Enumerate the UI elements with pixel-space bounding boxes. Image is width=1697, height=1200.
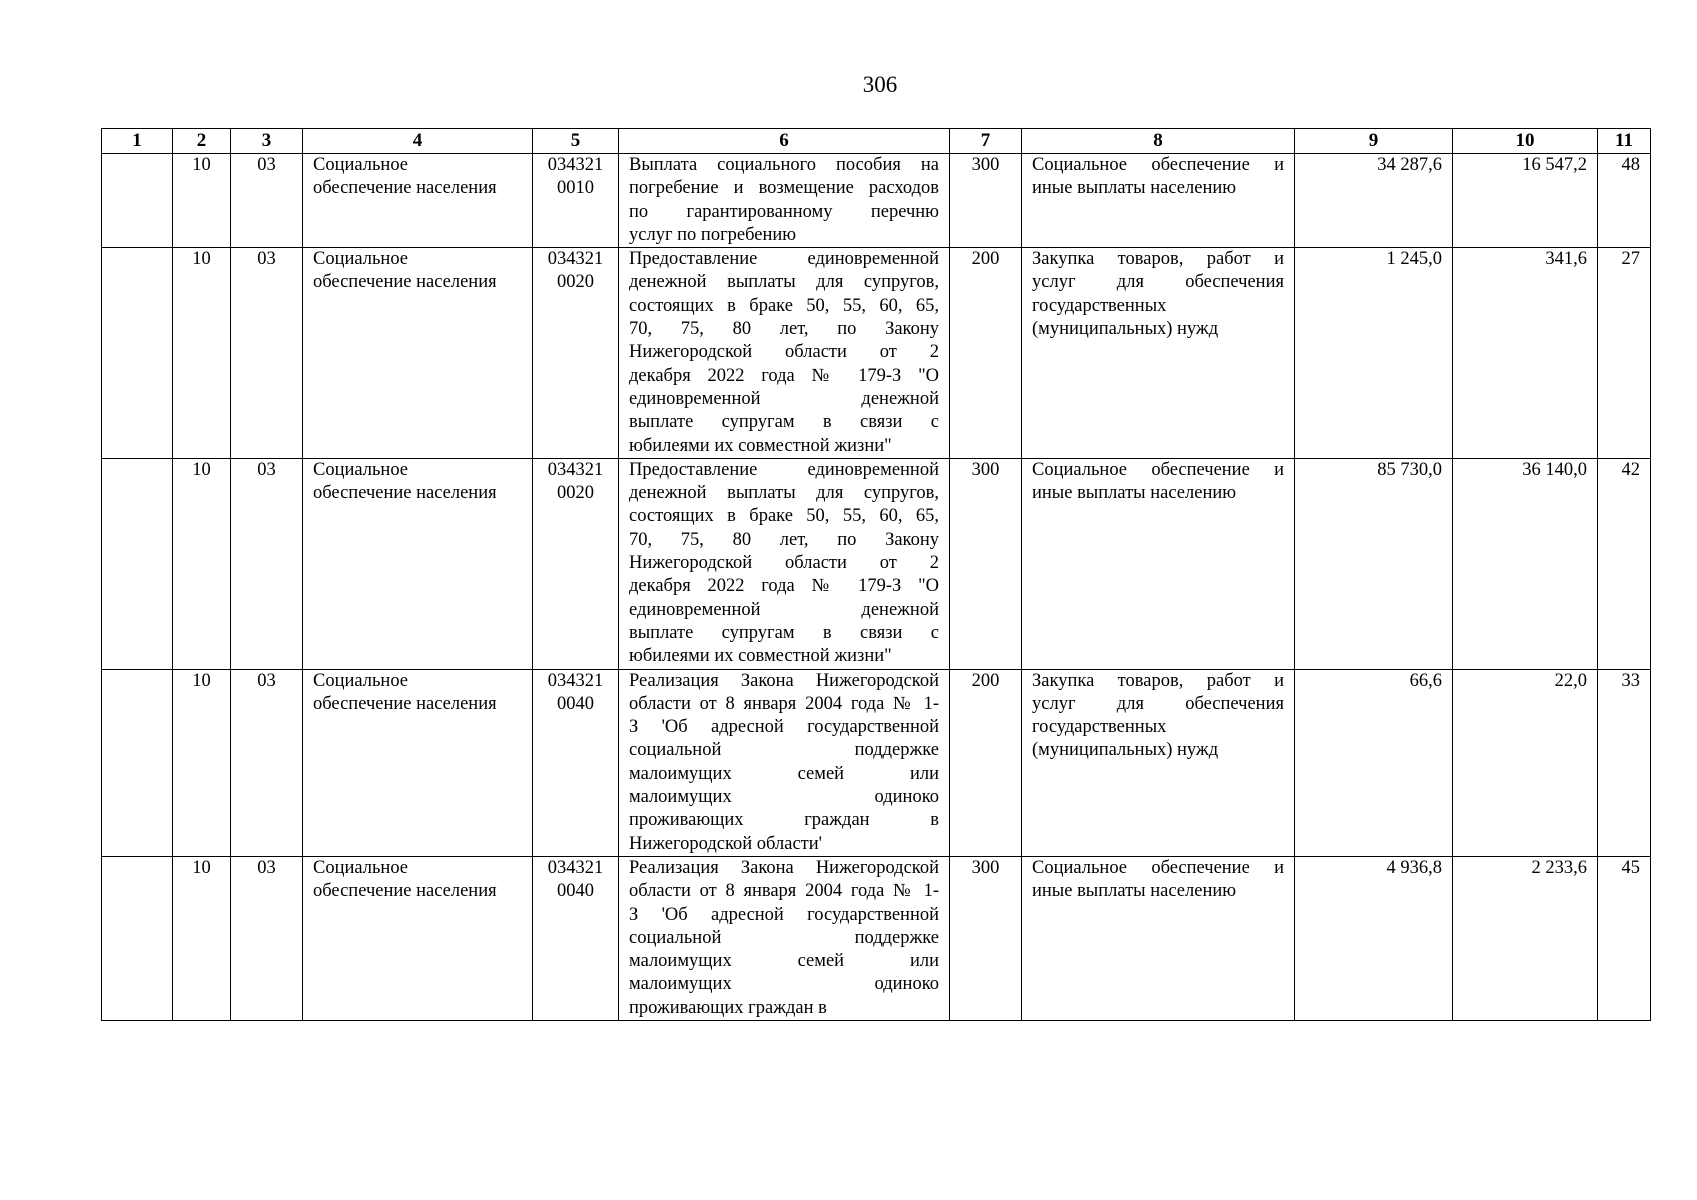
cell-line: выплате супругам в связи с [629,622,939,643]
cell-line: малоимущих семей или [629,763,939,784]
table-row [102,154,1651,248]
amount-cell: 4 936,8 [1295,856,1453,1020]
cell-line: Социальное обеспечение и [1032,459,1284,480]
cell-line: денежной выплаты для супругов, [629,272,939,293]
section-code-cell: 10 [173,154,231,248]
subsection-name-cell [303,248,533,459]
col-1-cell [102,458,173,669]
expense-type-name-cell [1022,458,1295,669]
cell-line: единовременной денежной [629,599,939,620]
header-cell: 9 [1295,129,1453,154]
subsection-name-cell [303,669,533,856]
cell-line: юбилеями их совместной жизни" [629,646,892,667]
table-body [102,154,1651,1021]
col-1-cell [102,856,173,1020]
target-article-cell [533,458,619,669]
percent-cell: 33 [1598,669,1651,856]
cell-line: 0040 [557,693,594,714]
subsection-name-cell [303,154,533,248]
table-row [102,458,1651,669]
cell-line: иные выплаты населению [1032,483,1237,504]
target-article-cell [533,154,619,248]
col-1-cell [102,154,173,248]
section-code-cell: 10 [173,669,231,856]
cell-line: иные выплаты населению [1032,881,1237,902]
cell-line: З 'Об адресной государственной [629,717,939,738]
expense-type-name-cell [1022,669,1295,856]
cell-line: Предоставление единовременной [629,459,939,480]
subsection-code-cell: 03 [231,248,303,459]
cell-line: обеспечение населения [313,483,497,504]
cell-line: Реализация Закона Нижегородской [629,857,939,878]
cell-line: Нижегородской области' [629,833,822,854]
cell-line: Выплата социального пособия на [629,155,939,175]
cell-line: Реализация Закона Нижегородской [629,670,939,691]
target-article-name-cell [619,856,950,1020]
header-cell: 7 [950,129,1022,154]
cell-line: проживающих граждан в [629,810,939,831]
cell-line: Социальное [313,249,409,270]
table-row [102,856,1651,1020]
target-article-cell [533,669,619,856]
cell-line: юбилеями их совместной жизни" [629,435,892,456]
cell-line: Социальное [313,857,409,878]
expense-type-code-cell: 300 [950,458,1022,669]
cell-line: Социальное [313,155,409,175]
cell-line: декабря 2022 года № 179-З "О [629,576,939,597]
cell-line: услуг для обеспечения [1032,272,1284,293]
header-cell: 5 [533,129,619,154]
subsection-code-cell: 03 [231,856,303,1020]
cell-line: Закупка товаров, работ и [1032,670,1284,691]
budget-table [101,128,1651,1021]
target-article-name-cell [619,248,950,459]
cell-line: погребение и возмещение расходов [629,178,939,199]
section-code-cell: 10 [173,458,231,669]
cell-line: иные выплаты населению [1032,178,1237,199]
cell-line: услуг для обеспечения [1032,693,1284,714]
expense-type-name-cell [1022,856,1295,1020]
cell-line: обеспечение населения [313,881,497,902]
cell-line: Социальное [313,459,409,480]
target-article-cell [533,856,619,1020]
subsection-name-cell [303,458,533,669]
cell-line: малоимущих семей или [629,951,939,972]
col-1-cell [102,248,173,459]
cell-line: 0020 [557,483,594,504]
cell-line: выплате супругам в связи с [629,412,939,433]
cell-line: Закупка товаров, работ и [1032,249,1284,270]
cell-line: 0020 [557,272,594,293]
cell-line: состоящих в браке 50, 55, 60, 65, [629,506,939,527]
cell-line: Предоставление единовременной [629,249,939,270]
cell-line: Социальное [313,670,409,691]
cell-line: 034321 [547,249,604,270]
cell-line: услуг по погребению [629,224,797,245]
header-cell: 2 [173,129,231,154]
amount-executed-cell: 2 233,6 [1453,856,1598,1020]
amount-executed-cell: 36 140,0 [1453,458,1598,669]
cell-line: Нижегородской области от 2 [629,342,939,363]
section-code-cell: 10 [173,856,231,1020]
cell-line: 0010 [557,178,594,199]
cell-line: малоимущих одиноко [629,974,939,995]
cell-line: (муниципальных) нужд [1032,740,1219,761]
cell-line: Нижегородской области от 2 [629,553,939,574]
cell-line: состоящих в браке 50, 55, 60, 65, [629,295,939,316]
subsection-name-cell [303,856,533,1020]
header-cell: 1 [102,129,173,154]
cell-line: проживающих граждан в [629,997,827,1018]
cell-line: малоимущих одиноко [629,787,939,808]
table-row [102,248,1651,459]
cell-line: 034321 [547,459,604,480]
cell-line: Социальное обеспечение и [1032,857,1284,878]
amount-cell: 1 245,0 [1295,248,1453,459]
cell-line: государственных [1032,295,1167,316]
percent-cell: 45 [1598,856,1651,1020]
header-cell: 3 [231,129,303,154]
cell-line: единовременной денежной [629,388,939,409]
cell-line: З 'Об адресной государственной [629,904,939,925]
expense-type-code-cell: 300 [950,154,1022,248]
subsection-code-cell: 03 [231,154,303,248]
header-cell: 10 [1453,129,1598,154]
target-article-cell [533,248,619,459]
expense-type-code-cell: 200 [950,669,1022,856]
target-article-name-cell [619,154,950,248]
header-cell: 4 [303,129,533,154]
target-article-name-cell [619,669,950,856]
header-cell: 6 [619,129,950,154]
cell-line: (муниципальных) нужд [1032,319,1219,340]
percent-cell: 48 [1598,154,1651,248]
amount-executed-cell: 16 547,2 [1453,154,1598,248]
cell-line: обеспечение населения [313,178,497,199]
header-cell: 8 [1022,129,1295,154]
percent-cell: 27 [1598,248,1651,459]
section-code-cell: 10 [173,248,231,459]
cell-line: по гарантированному перечню [629,201,939,222]
subsection-code-cell: 03 [231,458,303,669]
cell-line: 034321 [547,670,604,691]
percent-cell: 42 [1598,458,1651,669]
cell-line: области от 8 января 2004 года № 1- [629,881,939,902]
cell-line: 70, 75, 80 лет, по Закону [629,319,939,340]
cell-line: денежной выплаты для супругов, [629,483,939,504]
cell-line: 034321 [547,155,604,175]
cell-line: Социальное обеспечение и [1032,155,1284,175]
cell-line: обеспечение населения [313,272,497,293]
amount-cell: 66,6 [1295,669,1453,856]
table-header-row [102,129,1651,154]
cell-line: социальной поддержке [629,927,939,948]
cell-line: 034321 [547,857,604,878]
cell-line: декабря 2022 года № 179-З "О [629,365,939,386]
cell-line: 70, 75, 80 лет, по Закону [629,529,939,550]
cell-line: области от 8 января 2004 года № 1- [629,693,939,714]
amount-executed-cell: 22,0 [1453,669,1598,856]
target-article-name-cell [619,458,950,669]
page-number: 306 [862,72,898,97]
col-1-cell [102,669,173,856]
amount-cell: 34 287,6 [1295,154,1453,248]
expense-type-name-cell [1022,154,1295,248]
header-cell: 11 [1598,129,1651,154]
expense-type-code-cell: 300 [950,856,1022,1020]
amount-cell: 85 730,0 [1295,458,1453,669]
subsection-code-cell: 03 [231,669,303,856]
expense-type-name-cell [1022,248,1295,459]
table-row [102,669,1651,856]
cell-line: обеспечение населения [313,693,497,714]
amount-executed-cell: 341,6 [1453,248,1598,459]
cell-line: государственных [1032,717,1167,738]
cell-line: социальной поддержке [629,740,939,761]
cell-line: 0040 [557,881,594,902]
expense-type-code-cell: 200 [950,248,1022,459]
